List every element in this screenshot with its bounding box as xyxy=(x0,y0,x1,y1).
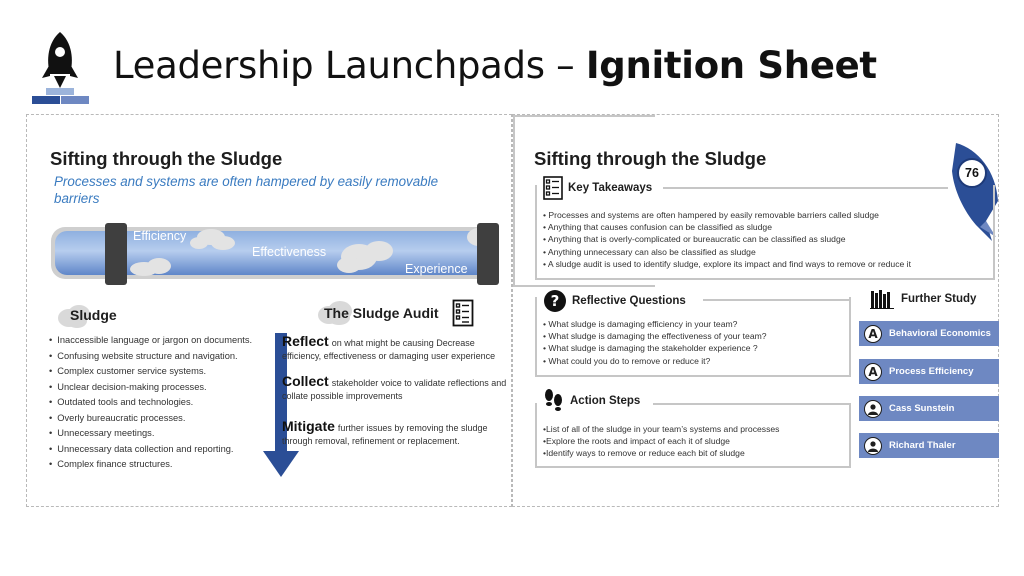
left-panel-title: Sifting through the Sludge xyxy=(50,148,283,169)
right-panel xyxy=(512,114,999,507)
left-panel-subtitle: Processes and systems are often hampered by easily removable barriers xyxy=(54,174,439,206)
title-regular: Leadership Launchpads – xyxy=(113,44,586,87)
list-item: • What sludge is damaging the effectiveness of your team? xyxy=(543,330,767,342)
action-steps-list xyxy=(543,423,779,460)
key-takeaways-header xyxy=(543,176,658,200)
sludge-heading-label: Sludge xyxy=(70,307,117,323)
pipe-label-efficiency: Efficiency xyxy=(133,229,187,243)
reflective-questions-title: Reflective Questions xyxy=(572,295,686,307)
list-item: • Identify ways to remove or reduce each bit of sludge xyxy=(543,447,779,459)
further-study-header xyxy=(870,289,980,309)
key-takeaways-list xyxy=(543,209,911,270)
list-item: • Complex finance structures. xyxy=(49,457,252,473)
step-title: Mitigate xyxy=(282,418,335,434)
step-text: further issues by removing the sludge through removal, refinement or replacement. xyxy=(282,423,488,446)
further-study-label: Richard Thaler xyxy=(889,440,956,451)
step-text: on what might be causing Decrease efficiency, effectiveness or damaging user experience xyxy=(282,338,496,361)
list-item: • Overly bureaucratic processes. xyxy=(49,411,252,427)
further-study-item[interactable] xyxy=(859,321,999,346)
list-item: • Processes and systems are often hampered by easily removable barriers called sludge xyxy=(543,209,911,221)
further-study-item[interactable] xyxy=(859,396,999,421)
page-title xyxy=(113,44,877,87)
question-mark-icon xyxy=(543,289,567,313)
person-icon xyxy=(864,437,882,455)
divider xyxy=(703,299,851,301)
reflective-questions-header xyxy=(543,289,692,313)
further-study-title: Further Study xyxy=(901,293,977,305)
list-item: • Outdated tools and technologies. xyxy=(49,395,252,411)
list-item: • What sludge is damaging the stakeholder experience ? xyxy=(543,342,767,354)
list-item: • What could you do to remove or reduce it? xyxy=(543,355,767,367)
further-study-label: Process Efficiency xyxy=(889,366,974,377)
rocket-logo-icon xyxy=(30,30,90,106)
person-icon xyxy=(864,400,882,418)
further-study-label: Behavioral Economics xyxy=(889,328,991,339)
left-panel xyxy=(26,114,512,507)
footprints-icon xyxy=(543,387,565,415)
action-steps-header xyxy=(543,387,646,415)
audit-step-reflect xyxy=(282,335,514,363)
sludge-audit-label: The Sludge Audit xyxy=(324,305,439,321)
svg-text:?: ? xyxy=(550,292,560,310)
list-item: • Unclear decision-making processes. xyxy=(49,380,252,396)
list-item: • Complex customer service systems. xyxy=(49,364,252,380)
sludge-pipe-illustration xyxy=(49,223,499,285)
pipe-label-effectiveness: Effectiveness xyxy=(252,245,327,259)
list-item: • Confusing website structure and navigation. xyxy=(49,349,252,365)
list-item: • What sludge is damaging efficiency in your team? xyxy=(543,318,767,330)
books-icon xyxy=(870,289,894,309)
list-item: • Unnecessary meetings. xyxy=(49,426,252,442)
further-study-item[interactable] xyxy=(859,433,999,458)
sheet-number: 76 xyxy=(965,166,979,180)
badge-letter: A xyxy=(868,326,878,341)
sludge-audit-heading xyxy=(317,299,487,329)
divider xyxy=(663,187,948,189)
list-item: • Anything unnecessary can also be classified as sludge xyxy=(543,246,911,258)
list-item: • Anything that is overly-complicated or bureaucratic can be classified as sludge xyxy=(543,233,911,245)
audit-step-collect xyxy=(282,375,514,403)
checklist-icon xyxy=(543,176,563,200)
sludge-list xyxy=(49,333,252,473)
step-text: stakeholder voice to validate reflections and collate possible improvements xyxy=(282,378,507,401)
pipe-label-experience: Experience xyxy=(405,262,468,276)
further-study-item[interactable] xyxy=(859,359,999,384)
step-title: Reflect xyxy=(282,333,329,349)
list-item: • List of all of the sludge in your team’s systems and processes xyxy=(543,423,779,435)
reflective-questions-list xyxy=(543,318,767,367)
action-steps-title: Action Steps xyxy=(570,395,641,407)
list-item: • Inaccessible language or jargon on documents. xyxy=(49,333,252,349)
sludge-heading xyxy=(57,301,137,331)
key-takeaways-title: Key Takeaways xyxy=(568,182,653,194)
divider xyxy=(653,403,851,405)
step-title: Collect xyxy=(282,373,329,389)
audit-step-mitigate xyxy=(282,420,514,448)
list-item: • Anything that causes confusion can be classified as sludge xyxy=(543,221,911,233)
checklist-icon xyxy=(452,299,474,327)
list-item: • A sludge audit is used to identify sludge, explore its impact and find ways to remove or reduce it xyxy=(543,258,911,270)
topic-a-icon xyxy=(864,363,882,381)
topic-a-icon xyxy=(864,325,882,343)
further-study-label: Cass Sunstein xyxy=(889,403,955,414)
badge-letter: A xyxy=(868,364,878,379)
title-bold: Ignition Sheet xyxy=(585,44,877,87)
list-item: • Unnecessary data collection and reporting. xyxy=(49,442,252,458)
list-item: • Explore the roots and impact of each it of sludge xyxy=(543,435,779,447)
right-panel-title: Sifting through the Sludge xyxy=(534,148,767,169)
